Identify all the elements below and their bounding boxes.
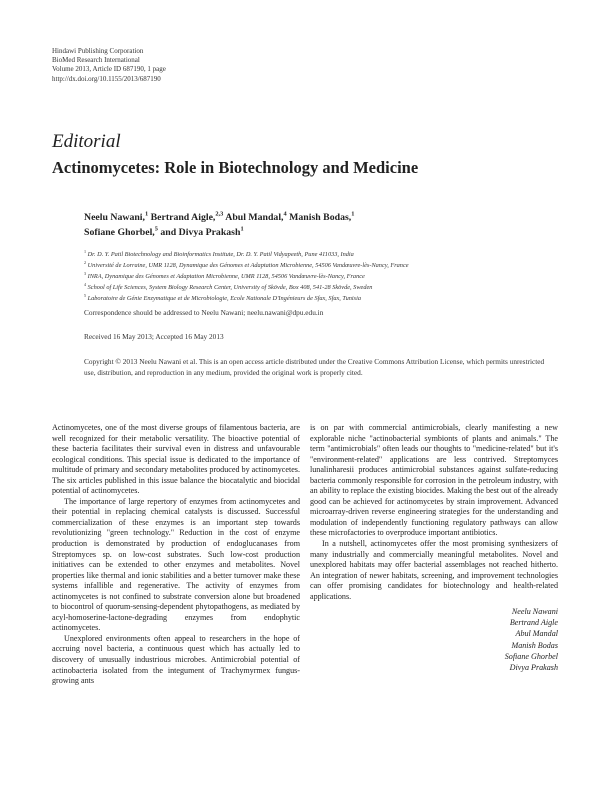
signature: Neelu Nawani <box>511 607 558 617</box>
affiliation: $^3$ INRA, Dynamique des Génomes et Adaptation Microbienne, UMR 1128, 54506 Vandœuvre-lès-Nancy, France <box>84 271 365 281</box>
article-title: Actinomycetes: Role in Biotechnology and Medicine <box>52 158 419 177</box>
body-column-left <box>52 423 300 687</box>
author-list <box>84 210 504 240</box>
affiliation: $^2$ Université de Lorraine, UMR 1128, Dynamique des Génomes et Adaptation Microbienne, 54506 Vandœuvre-lès-Nancy, France <box>84 260 409 270</box>
signature: Bertrand Aigle <box>509 618 558 628</box>
journal-name: BioMed Research International <box>52 56 140 65</box>
paragraph: Unexplored environments often appeal to researchers in the hope of accruing novel bacteria, a continuous quest which has actually led to discovery of unusually industrious microbes. Antimicrobial potential of actinobacteria isolated from the integument of Trachymyrmex fungus-growing ants <box>52 633 300 686</box>
editor-signatures <box>310 606 558 673</box>
signature: Sofiane Ghorbel <box>504 651 558 661</box>
paragraph: is on par with commercial antimicrobials, clearly manifesting a new explorable niche "actinobacterial symbionts of plants and animals." The term "antimicrobials" often leads our thoughts to "medicine-related" but it's "environment-related" applications are less contrived. Streptomyces lunalinharesii produces antimicrobial substances against sulfate-reducing bacteria commonly responsible for corrosion in the petroleum industry, with an ability to replace the existing biocides. Making the best out of the already good can be achieved for actinomycetes by strain improvement. Advanced microarray-driven reverse engineering strategies for the understanding and modulation of independently functioning regulatory pathways can allow these microfactories to overproduce important antibiotics. <box>310 423 558 538</box>
body-column-right <box>310 423 558 673</box>
publisher-line: Hindawi Publishing Corporation <box>52 47 144 55</box>
section-label: Editorial <box>52 131 121 152</box>
affiliation: $^5$ Laboratoire de Génie Enzymatique et de Microbiologie, Ecole Nationale D'Ingénieurs de Sfax, Sfax, Tunisia <box>84 293 361 303</box>
author: Bertrand Aigle,$^{2,3}$ <box>150 210 224 223</box>
paragraph: Actinomycetes, one of the most diverse groups of filamentous bacteria, are well recognized for their metabolic versatility. The bioactive potential of these bacteria facilitates their survival even in distress and unfavourable ecological conditions. This special issue is dedicated to the importance of multitude of primary and secondary metabolites produced by actinomycetes. The six articles published in this issue balance the biocatalytic and biocidal potential of actinomycetes. <box>52 423 300 496</box>
signature: Abul Mandal <box>515 629 558 639</box>
affiliation: $^1$ Dr. D. Y. Patil Biotechnology and Bioinformatics Institute, Dr. D. Y. Patil Vidyapeeth, Pune 411033, India <box>84 248 354 258</box>
copyright-notice: Copyright © 2013 Neelu Nawani et al. This is an open access article distributed under the Creative Commons Attribution License, which permits unrestricted use, distribution, and reproduction in any medium, provided the original work is properly cited. <box>84 357 545 377</box>
affiliation: $^4$ School of Life Sciences, System Biology Research Center, University of Skövde, Box 408, 541-28 Skövde, Sweden <box>84 282 373 292</box>
author: Manish Bodas,$^1$ <box>289 210 355 223</box>
author: Sofiane Ghorbel,$^5$ <box>84 225 158 238</box>
doi-link[interactable]: http://dx.doi.org/10.1155/2013/687190 <box>52 74 161 83</box>
signature: Manish Bodas <box>511 640 558 650</box>
received-accepted-dates: Received 16 May 2013; Accepted 16 May 2013 <box>84 332 224 341</box>
signature: Divya Prakash <box>509 662 558 672</box>
affiliation-list <box>84 249 409 304</box>
volume-line: Volume 2013, Article ID 687190, 1 page <box>52 65 166 74</box>
author: and Divya Prakash$^1$ <box>160 225 244 238</box>
author: Neelu Nawani,$^1$ <box>84 210 149 223</box>
paragraph: In a nutshell, actinomycetes offer the most promising synthesizers of many industrially and commercially meaningful metabolites. Novel and unexplored habitats may offer bacterial assemblages not reached hitherto. An integration of newer habitats, screening, and improvement technologies can offer promising candidates for biotechnology and health-related applications. <box>310 539 558 601</box>
journal-header <box>52 47 166 84</box>
correspondence: Correspondence should be addressed to Neelu Nawani; neelu.nawani@dpu.edu.in <box>84 308 324 317</box>
author: Abul Mandal,$^4$ <box>225 210 287 223</box>
paragraph: The importance of large repertory of enzymes from actinomycetes and their potential in replacing chemical catalysts is discussed. Successful commercialization of these enzymes is an important step towards revolutionizing "green technology." Reduction in the cost of enzyme production is demonstrated by production of endoglucanases from Streptomyces sp. on low-cost substrates. Such low-cost production initiatives can be extended to other enzymes and metabolites. Novel properties like thermal and ionic stabilities and a better turnover make these systems infallible and regenerative. The activity of enzymes from actinomycetes is not confined to substrate conversion alone but broadened to biocontrol of quorum-sensing-dependent phytopathogens, as mediated by acyl-homoserine-lactone-degrading enzymes from endophytic actinomycetes. <box>52 496 300 633</box>
